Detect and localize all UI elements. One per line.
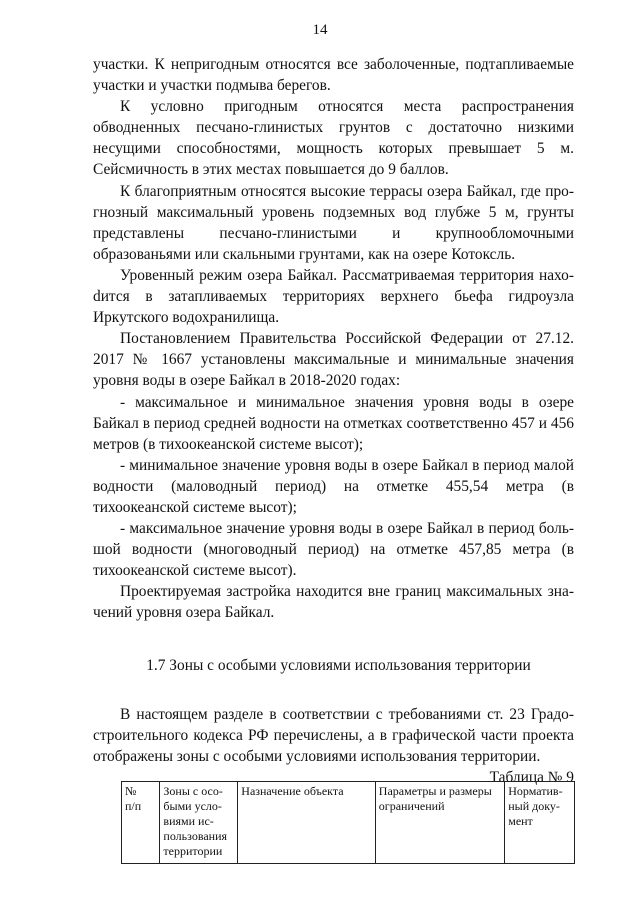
document-body xyxy=(93,54,574,788)
header-text: ограничений xyxy=(378,799,445,813)
paragraph-9: Проектируемая застройка находится вне границ максимальных значений уровня озера Байкал. xyxy=(93,583,574,622)
header-text: пользования xyxy=(163,829,228,843)
header-cell-normative-doc xyxy=(505,782,575,864)
page-number: 14 xyxy=(312,22,328,38)
paragraph-5: Постановлением Правительства Российской Федерации от 27.12. 2017 № 1667 установлены максимальные и минимальные значения уровня воды в озере Байкал в 2018-2020 годах: xyxy=(93,330,574,390)
paragraph-3: К благоприятным относятся высокие террасы озера Байкал, где прогнозный максимальный уровень подземных вод глубже 5 м, грунты представлены песчано-глинистыми и крупнообломочными образованьями или скальными грунтами, как на озере Котоксль. xyxy=(93,182,574,263)
header-cell-number xyxy=(122,782,160,864)
header-text: территории xyxy=(163,844,223,858)
intro-paragraph: В настоящем разделе в соответствии с требованиями ст. 23 Градостроительного кодекса РФ перечислены, а в графической части проекта отображены зоны с особыми условиями использования территории. xyxy=(93,705,574,765)
header-text: ный доку- xyxy=(508,799,560,813)
header-text: Назначение объекта xyxy=(241,784,344,798)
header-cell-parameters xyxy=(375,782,504,864)
header-text: мент xyxy=(508,814,533,828)
header-text: виями ис- xyxy=(163,814,214,828)
header-text: Зоны с осо- xyxy=(163,784,223,798)
header-cell-purpose xyxy=(238,782,376,864)
table-caption: Таблица № 9 xyxy=(489,768,574,786)
header-text: быми усло- xyxy=(163,799,222,813)
header-cell-zones xyxy=(160,782,238,864)
paragraph-1: участки. К непригодным относятся все заболоченные, подтапливаемые участки и участки подмыва берегов. xyxy=(93,56,574,95)
header-text: п/п xyxy=(125,799,142,813)
zones-table xyxy=(121,781,575,864)
paragraph-6: - максимальное и минимальное значения уровня воды в озере Байкал в период средней водности на отметках соответственно 457 и 456 метров (в тихоокеанской системе высот); xyxy=(93,393,574,453)
paragraph-2: К условно пригодным относятся места распространения обводненных песчано-глинистых грунтов с достаточно низкими несущими способностями, мощность которых превышает 5 м. Сейсмичность в этих местах повышается до 9 баллов. xyxy=(93,98,574,179)
table-header-row xyxy=(122,782,575,864)
header-text: Норматив- xyxy=(508,784,563,798)
paragraph-8: - максимальное значение уровня воды в озере Байкал в период большой водности (многоводный период) на отметке 457,85 метра (в тихоокеанской системе высот). xyxy=(93,520,574,580)
header-text: № xyxy=(125,784,137,798)
paragraph-4: Уровенный режим озера Байкал. Рассматриваемая территория нахоdится в затапливаемых территориях верхнего бьефа гидроузла Иркутского водохранилища. xyxy=(93,266,574,327)
header-text: Параметры и размеры xyxy=(378,784,492,798)
section-heading: 1.7 Зоны с особыми условиями использования территории xyxy=(146,656,531,674)
paragraph-7: - минимальное значение уровня воды в озере Байкал в период малой водности (маловодный период) на отметке 455,54 метра (в тихоокеанской системе высот); xyxy=(93,456,574,516)
